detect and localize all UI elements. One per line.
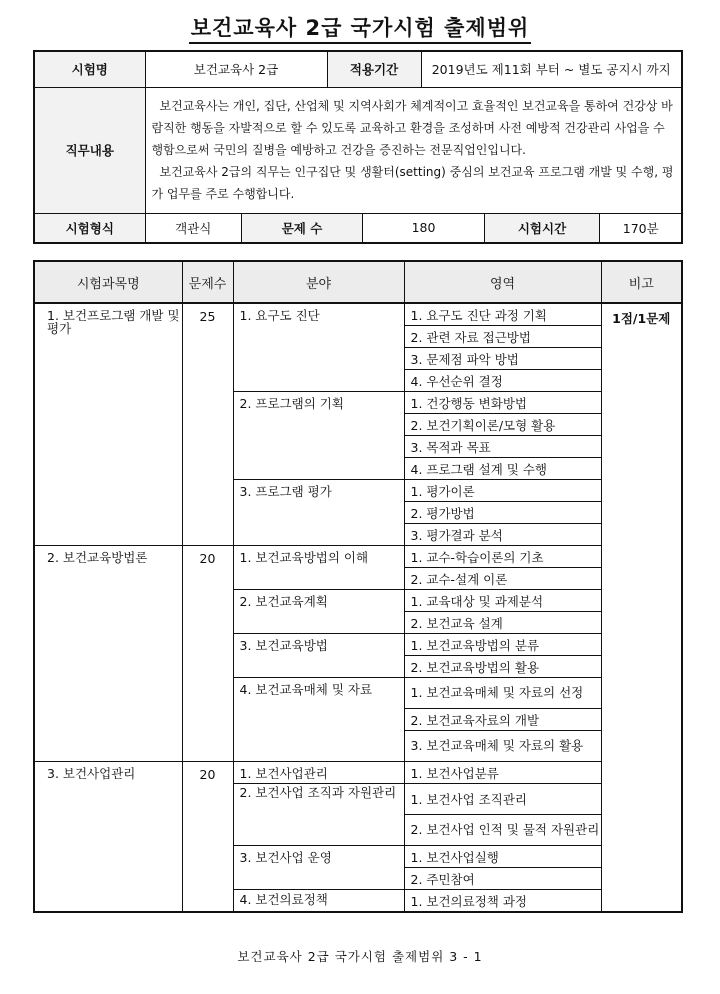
area-item: 2. 보건기획이론/모형 활용	[404, 414, 601, 436]
header-area: 영역	[404, 261, 601, 303]
exam-info-table	[33, 50, 683, 244]
duty-description	[145, 87, 682, 213]
area-item: 1. 보건사업실행	[404, 846, 601, 868]
area-item: 2. 보건교육방법의 활용	[404, 656, 601, 678]
area-item: 1. 보건교육매체 및 자료의 선정	[404, 678, 601, 709]
area-item: 4. 우선순위 결정	[404, 370, 601, 392]
period-label: 적용기간	[327, 51, 421, 87]
exam-name-value: 보건교육사 2급	[145, 51, 327, 87]
header-field: 분야	[233, 261, 404, 303]
field-name: 1. 보건사업관리	[233, 762, 404, 784]
area-item: 2. 보건교육자료의 개발	[404, 709, 601, 731]
field-name: 3. 보건사업 운영	[233, 846, 404, 890]
subject-name: 3. 보건사업관리	[34, 762, 182, 913]
area-item: 3. 평가결과 분석	[404, 524, 601, 546]
area-item: 4. 프로그램 설계 및 수행	[404, 458, 601, 480]
field-name: 4. 보건교육매체 및 자료	[233, 678, 404, 762]
document-title: 보건교육사 2급 국가시험 출제범위	[0, 12, 720, 42]
exam-scope-table	[33, 260, 683, 913]
format-value: 객관식	[146, 214, 242, 242]
table-row	[34, 303, 682, 326]
area-item: 2. 보건교육 설계	[404, 612, 601, 634]
period-value: 2019년도 제11회 부터 ~ 별도 공지시 까지	[421, 51, 682, 87]
area-item: 3. 목적과 목표	[404, 436, 601, 458]
header-count: 문제수	[182, 261, 233, 303]
exam-name-label: 시험명	[34, 51, 145, 87]
field-name: 2. 보건교육계획	[233, 590, 404, 634]
subject-name: 1. 보건프로그램 개발 및 평가	[34, 303, 182, 546]
area-item: 3. 보건교육매체 및 자료의 활용	[404, 731, 601, 762]
subject-count: 20	[182, 762, 233, 913]
duty-paragraph: 보건교육사는 개인, 집단, 산업체 및 지역사회가 체계적이고 효율적인 보건교육을 통하여 건강상 바람직한 행동을 자발적으로 할 수 있도록 교육하고 환경을 조성하며 사전 예방적 건강관리 사업을 수행함으로써 국민의 질병을 예방하고 건강을 증진하는 전문직업인입니다.	[151, 99, 673, 157]
header-subject: 시험과목명	[34, 261, 182, 303]
area-item: 1. 건강행동 변화방법	[404, 392, 601, 414]
area-item: 1. 보건사업 조직관리	[404, 784, 601, 815]
area-item: 3. 문제점 파악 방법	[404, 348, 601, 370]
count-value: 180	[363, 214, 485, 242]
area-item: 2. 주민참여	[404, 868, 601, 890]
area-item: 1. 보건교육방법의 분류	[404, 634, 601, 656]
area-item: 1. 교육대상 및 과제분석	[404, 590, 601, 612]
field-name: 3. 보건교육방법	[233, 634, 404, 678]
field-name: 1. 요구도 진단	[233, 303, 404, 392]
page-footer: 보건교육사 2급 국가시험 출제범위 3 - 1	[237, 949, 483, 964]
field-name: 2. 프로그램의 기획	[233, 392, 404, 480]
field-name: 4. 보건의료정책	[233, 890, 404, 913]
field-name: 2. 보건사업 조직과 자원관리	[233, 784, 404, 846]
area-item: 2. 보건사업 인적 및 물적 자원관리	[404, 815, 601, 846]
area-item: 1. 요구도 진단 과정 기획	[404, 303, 601, 326]
area-item: 1. 평가이론	[404, 480, 601, 502]
note-value: 1점/1문제	[601, 303, 682, 912]
duty-paragraph: 보건교육사 2급의 직무는 인구집단 및 생활터(setting) 중심의 보건교육 프로그램 개발 및 수행, 평가 업무를 주로 수행합니다.	[151, 165, 674, 201]
time-value: 170분	[622, 220, 659, 236]
subject-count: 20	[182, 546, 233, 762]
area-item: 1. 보건사업분류	[404, 762, 601, 784]
area-item: 2. 관련 자료 접근방법	[404, 326, 601, 348]
area-item: 2. 평가방법	[404, 502, 601, 524]
subject-name: 2. 보건교육방법론	[34, 546, 182, 762]
duty-label: 직무내용	[34, 87, 145, 213]
format-label: 시험형식	[34, 213, 145, 243]
area-item: 1. 보건의료정책 과정	[404, 890, 601, 913]
field-name: 1. 보건교육방법의 이해	[233, 546, 404, 590]
time-label: 시험시간	[485, 214, 600, 242]
subject-count: 25	[182, 303, 233, 546]
area-item: 1. 교수-학습이론의 기초	[404, 546, 601, 568]
header-note: 비고	[601, 261, 682, 303]
count-label: 문제 수	[242, 214, 363, 242]
field-name: 3. 프로그램 평가	[233, 480, 404, 546]
area-item: 2. 교수-설계 이론	[404, 568, 601, 590]
